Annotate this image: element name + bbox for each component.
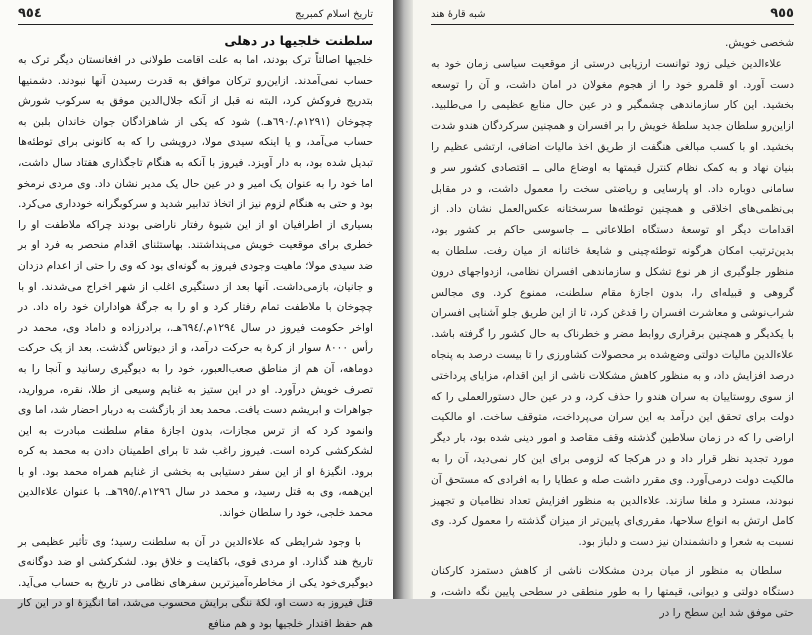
right-running-head — [431, 6, 794, 25]
left-page — [0, 0, 393, 631]
right-paragraph: علاءالدین خیلی زود توانست ارزیابی درستی از موقعیت سیاسی زمان خود به دست آورد. او قلمرو خود را از هجوم مغولان در امان داشت، و آن را توسعه بخشید. این کار سازماندهی چشمگیر و در عین حال منابع عظیمی را می‌طلبید. ازاین‌رو سلطان جدید سلطهٔ خویش را بر افسران و همچنین سرکردگان هندو شدت بخشید. او با کسب مبالغی هنگفت از طریق اخذ مالیات اضافی، ارتشی عظیم را بنیان نهاد و به کمک نظام کنترل قیمتها به اوضاع مالی ــ اقتصادی کشور سر و سامانی دوباره داد. او پارسایی و ریاضتی سخت را معمول داشت، و در مقابل بی‌نظمی‌های اخلاقی و همچنین توطئه‌ها سرسختانه عکس‌العمل نشان داد. از اقدامات دیگر او توسعهٔ دستگاه اطلاعاتی ــ جاسوسی حاکم بر کشور بود، بدین‌ترتیب امکان هرگونه توطئه‌چینی و شایعهٔ خائنانه از میان رفت. سلطان به منظور جلوگیری از هر نوع تشکل و سازماندهی افسران نظامی، ازدواجهای درون گروهی و قبیله‌ای را، بدون اجازهٔ مقام سلطنت، ممنوع کرد. وی مجالس شراب‌نوشی و معاشرت افسران را قدغن کرد، تا از این طریق جلو آشنایی افسران با یکدیگر و همچنین برقراری روابط مضر و خطرناک به حال کشور را گرفته باشد. علاءالدین مالیات دولتی وضع‌شده بر محصولات کشاورزی را تا بیست درصد به پنجاه درصد افزایش داد، و به منظور کاهش مشکلات ناشی از این اقدام، مزایای پرداختی از سوی روستاییان به سران هندو را حذف کرد، و در عین حال دستورالعملی را که دولت برای تحقق این درآمد به این سران می‌پرداخت، متوقف ساخت. او مالکیت اراضی را که در زمان سلاطین گذشته وقف مقاصد و امور دینی شده بود، بار دیگر مورد تجدید نظر قرار داد و در هرکجا که لزومی برای این کار نمی‌دید، آن را به مالکیت دولت درمی‌آورد. وی مقرر داشت صله و عطایا را به افرادی که مستحق آن نبودند، مسترد و ملغا سازند. علاءالدین به منظور افزایش تعداد نظامیان و تجهیز کامل ارتش به انواع سلاحها، مقرری‌ای پایین‌تر از میزان گذشته را معمول کرد. وی نسبت به شعرا و دانشمندان نیز دست و دلباز بود. — [431, 57, 794, 549]
book-spine — [393, 0, 413, 599]
left-running-head — [18, 6, 373, 25]
section-title: سلطنت خلجیها در دهلی — [224, 33, 373, 48]
right-page — [413, 0, 812, 619]
right-body-text — [431, 33, 794, 623]
left-body-text — [18, 50, 373, 635]
left-running-title: تاریخ اسلام کمبریج — [295, 9, 373, 20]
right-paragraph: شخصی خویش. — [725, 37, 794, 49]
left-page-number: ٩٥٤ — [18, 6, 42, 21]
left-paragraph: با وجود شرایطی که علاءالدین در آن به سلطنت رسید؛ وی تأثیر عظیمی بر تاریخ هند گذارد. او مردی قوی، باکفایت و خلاق بود. لشکرکشی او ضد دوگانه‌ی دیوگیری‌خود یکی از مخاطره‌آمیزترین سفرهای نظامی در تاریخ به حساب می‌آید. قتل فیروز به دست او، لکهٔ ننگی برایش محسوب می‌شد، اما انگیزهٔ او در این کار هم حفظ اقتدار خلجیها بود و هم منافع — [18, 535, 373, 631]
left-paragraph: خلجیها اصالتاً ترک بودند، اما به علت اقامت طولانی در افغانستان دیگر ترک به حساب نمی‌آمدند. ازاین‌رو ترکان موافق به قدرت رسیدن آنها نبودند. دشمنیها بتدریج فروکش کرد، البته نه قبل از آنکه جلال‌الدین موفق به سرکوب شورش چچوخان (١٢٩١م./٦٩٠هـ.) شود که یکی از شاهزادگان جوان خاندان بلبن به حساب می‌آمد، و یا اینکه سیدی مولا، درویشی را که به کانونی برای توطئه‌ها تبدیل شده بود، به دار آویزد. فیروز با آنکه به هنگام تاجگذاری هفتاد سال داشت، اما خود را به عنوان یک امیر و در عین حال یک مدیر نشان داد. وی مردی نرمخو بود و حتی به هنگام لزوم نیز از اتخاذ تدابیر شدید و سرکوبگرانه خودداری می‌کرد. بسیاری از اطرافیان او از این شیوهٔ رفتار ناراضی بودند چراکه ملاطفت او را خطری برای موقعیت خویش می‌پنداشتند. بهاستثنای اقدام منحصر به فرد او بر ضد سیدی مولا؛ ماهیت وجودی فیروز به گونه‌ای بود که وی را حتی از اعدام دزدان و جانیان، بازمی‌داشت. آنها بعد از دستگیری اغلب از شهر اخراج می‌شدند. او با چچوخان با ملاطفت تمام رفتار کرد و او را به جرگهٔ هواداران خود راه داد. در اواخر حکومت فیروز در سال ١٢٩٤م./٦٩٤هـ.، برادرزاده و داماد وی، محمد در رأس ٨٠٠٠ سوار از کرهٔ به حرکت درآمد، و از دیوتاس گذشت. بعد از یک حرکت دوماهه، آن هم از مناطق صعب‌العبور، خود را به دیوگیری رسانید و آنجا را به تصرف خویش درآورد. او در این ستیز به غنایم وسیعی از طلا، نقره، مروارید، جواهرات و ابریشم دست یافت. محمد بعد از بازگشت به دربار احضار شد، اما وی وانمود کرد که از ترس مجازات، بدون اجازهٔ مقام سلطنت مبادرت به این لشکرکشی کرده است. فیروز راغب شد تا برای اطمینان دادن به محمد به کره برود. انگیزهٔ او از این سفر دستیابی به بخشی از غنایم همراه محمد بود. او با این‌همه، وی به قتل رسید، و محمد در سال ١٢٩٦م./٦٩٥هـ. با عنوان علاءالدین محمد خلجی، خود را سلطان خواند. — [18, 54, 374, 520]
right-paragraph: سلطان به منظور از میان بردن مشکلات ناشی از کاهش دستمزد کارکنان دستگاه دولتی و دیوانی، قیمتها را به طور منطقی در سطحی پایین نگه داشت، و حتی موفق شد این سطح را در — [431, 564, 794, 619]
right-running-title: شبه قارهٔ هند — [431, 9, 486, 20]
right-page-number: ٩٥٥ — [770, 6, 794, 21]
